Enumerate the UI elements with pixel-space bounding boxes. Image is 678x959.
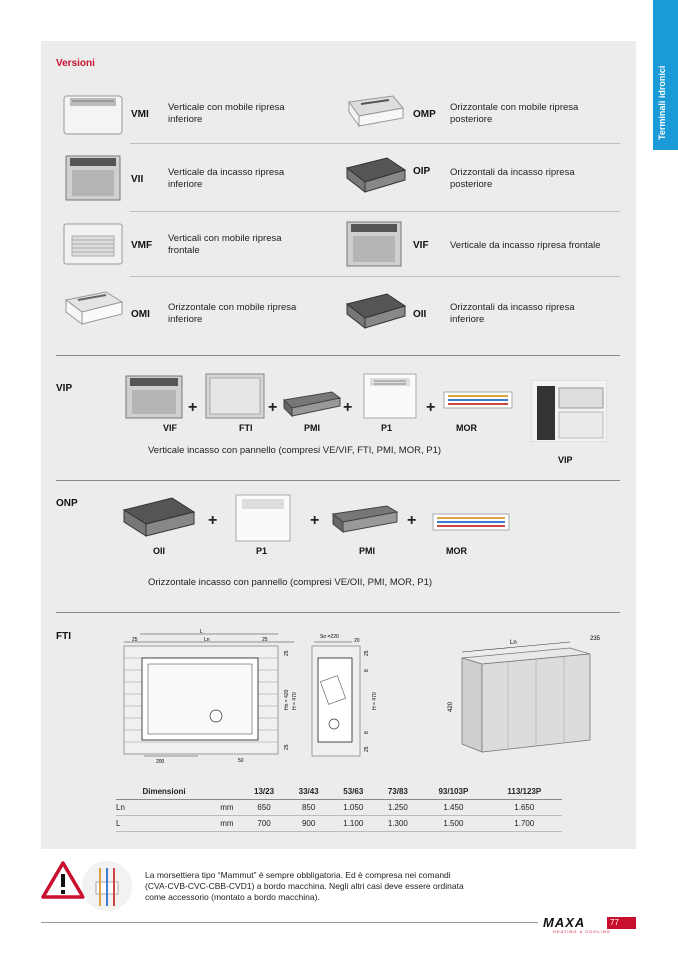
- versions-title: Versioni: [56, 58, 95, 69]
- omp-unit-image: [343, 94, 405, 128]
- vip-pmi-image: [282, 388, 342, 418]
- fti-dim-20: 20: [354, 638, 360, 644]
- plus-sign: +: [426, 399, 436, 416]
- fti-dim-8: 8: [364, 731, 370, 734]
- table-header: 53/63: [331, 784, 376, 800]
- vip-code: VIP: [56, 383, 73, 394]
- vip-component-label: MOR: [456, 423, 477, 433]
- section-divider: [56, 355, 620, 356]
- fti-dim-25: 25: [284, 650, 290, 656]
- table-header: 113/123P: [487, 784, 562, 800]
- fti-dim-25: 25: [364, 746, 370, 752]
- vip-photo-label: VIP: [558, 455, 573, 465]
- fti-dim-Sn: Sn =220: [320, 634, 339, 640]
- omi-unit-image: [62, 290, 124, 328]
- table-header: [212, 784, 242, 800]
- onp-component-label: P1: [256, 546, 268, 556]
- version-desc-vmi: Verticale con mobile ripresa inferiore: [168, 102, 285, 125]
- section-divider: [56, 612, 620, 613]
- section-tab-label: Terminali idronici: [657, 65, 667, 140]
- vip-p1-image: [362, 372, 418, 420]
- fti-dim-L: L: [200, 629, 203, 635]
- brand-tagline: HEATING & COOLING: [553, 929, 611, 934]
- vmi-unit-image: [62, 90, 124, 136]
- fti-dim-Hn: Hn = 420: [284, 689, 290, 710]
- version-code-omi: OMI: [131, 309, 150, 320]
- version-desc-vii: Verticale da incasso ripresa inferiore: [168, 167, 285, 190]
- fti-dim-25: 25: [364, 650, 370, 656]
- version-desc-vif: Verticale da incasso ripresa frontale: [450, 240, 601, 251]
- table-row: Ln mm 650 850 1.050 1.250 1.450 1.650: [116, 800, 562, 816]
- fti-dim-H: H = 470: [372, 692, 378, 710]
- vip-photo: [531, 380, 607, 442]
- table-header: 73/83: [376, 784, 421, 800]
- vip-component-label: FTI: [239, 423, 253, 433]
- onp-p1-image: [234, 493, 292, 543]
- oii-unit-image: [343, 290, 407, 332]
- section-tab: [653, 0, 678, 150]
- vip-caption: Verticale incasso con pannello (compresi VE/VIF, FTI, PMI, MOR, P1): [148, 445, 442, 456]
- version-desc-oip: Orizzontali da incasso ripresa posteriore: [450, 167, 575, 190]
- version-desc-omi: Orizzontale con mobile ripresa inferiore: [168, 302, 297, 325]
- plus-sign: +: [208, 512, 218, 529]
- vip-component-label: PMI: [304, 423, 321, 433]
- fti-box-drawing: [438, 628, 614, 760]
- version-code-vmf: VMF: [131, 240, 153, 251]
- page-number: 77: [607, 917, 636, 929]
- fti-box-dim-235: 235: [590, 636, 601, 642]
- version-code-oii: OII: [413, 309, 427, 320]
- table-header: 13/23: [242, 784, 287, 800]
- fti-dim-Ln: Ln: [204, 637, 210, 643]
- onp-mor-image: [431, 506, 511, 536]
- vip-component-label: VIF: [163, 423, 178, 433]
- plus-sign: +: [407, 512, 417, 529]
- terminal-block-image: [82, 858, 132, 914]
- onp-component-label: OII: [153, 546, 166, 556]
- fti-dim-200: 200: [156, 759, 165, 765]
- vii-unit-image: [62, 152, 124, 204]
- fti-dim-50: 50: [238, 758, 244, 764]
- version-desc-oii: Orizzontali da incasso ripresa inferiore: [450, 302, 575, 325]
- table-row: L mm 700 900 1.100 1.300 1.500 1.700: [116, 816, 562, 832]
- fti-front-drawing: [118, 628, 300, 768]
- vip-component-label: P1: [381, 423, 393, 433]
- warning-icon: [41, 860, 85, 900]
- divider: [130, 211, 620, 212]
- section-divider: [56, 480, 620, 481]
- fti-dim-8: 8: [364, 669, 370, 672]
- table-header-row: [116, 784, 562, 800]
- vmf-unit-image: [62, 220, 124, 268]
- version-desc-omp: Orizzontale con mobile ripresa posteriore: [450, 102, 579, 125]
- dimensions-table: [116, 784, 562, 832]
- oip-unit-image: [343, 154, 407, 196]
- vip-mor-image: [442, 384, 514, 414]
- footer-divider: [41, 922, 538, 923]
- vip-vif-image: [122, 372, 186, 422]
- vip-fti-image: [204, 370, 266, 422]
- fti-side-drawing: [306, 628, 384, 768]
- version-code-omp: OMP: [413, 109, 436, 120]
- onp-code: ONP: [56, 498, 78, 509]
- version-code-oip: OIP: [413, 166, 431, 177]
- fti-box-dim-Ln: Ln: [510, 640, 517, 646]
- fti-code: FTI: [56, 631, 71, 642]
- divider: [130, 276, 620, 277]
- vif-unit-image: [343, 218, 405, 270]
- plus-sign: +: [188, 399, 198, 416]
- version-desc-vmf: Verticali con mobile ripresa frontale: [168, 233, 282, 256]
- fti-dim-H: H = 470: [292, 692, 298, 710]
- mammut-note: La morsettiera tipo “Mammut” è sempre obbligatoria. Ed è compresa nei comandi (CVA-CVB-CVC-CBB-CVD1) a bordo macchina. Negli altri casi deve essere ordinata come accessorio (montato a bordo macchina).: [145, 870, 464, 902]
- onp-pmi-image: [331, 502, 399, 534]
- plus-sign: +: [310, 512, 320, 529]
- onp-component-label: PMI: [359, 546, 376, 556]
- fti-dim-25: 25: [132, 637, 138, 643]
- table-header: 33/43: [286, 784, 331, 800]
- onp-oii-image: [120, 494, 198, 540]
- brand-logo: MAXA: [543, 915, 586, 930]
- fti-box-dim-420: 420: [448, 701, 454, 712]
- version-code-vii: VII: [131, 174, 144, 185]
- plus-sign: +: [268, 399, 278, 416]
- table-header: 93/103P: [420, 784, 486, 800]
- version-code-vmi: VMI: [131, 109, 149, 120]
- onp-component-label: MOR: [446, 546, 467, 556]
- divider: [130, 143, 620, 144]
- version-code-vif: VIF: [413, 240, 429, 251]
- table-header: Dimensioni: [116, 784, 212, 800]
- fti-dim-25: 25: [262, 637, 268, 643]
- onp-caption: Orizzontale incasso con pannello (compresi VE/OII, PMI, MOR, P1): [148, 577, 433, 588]
- fti-dim-25: 25: [284, 744, 290, 750]
- plus-sign: +: [343, 399, 353, 416]
